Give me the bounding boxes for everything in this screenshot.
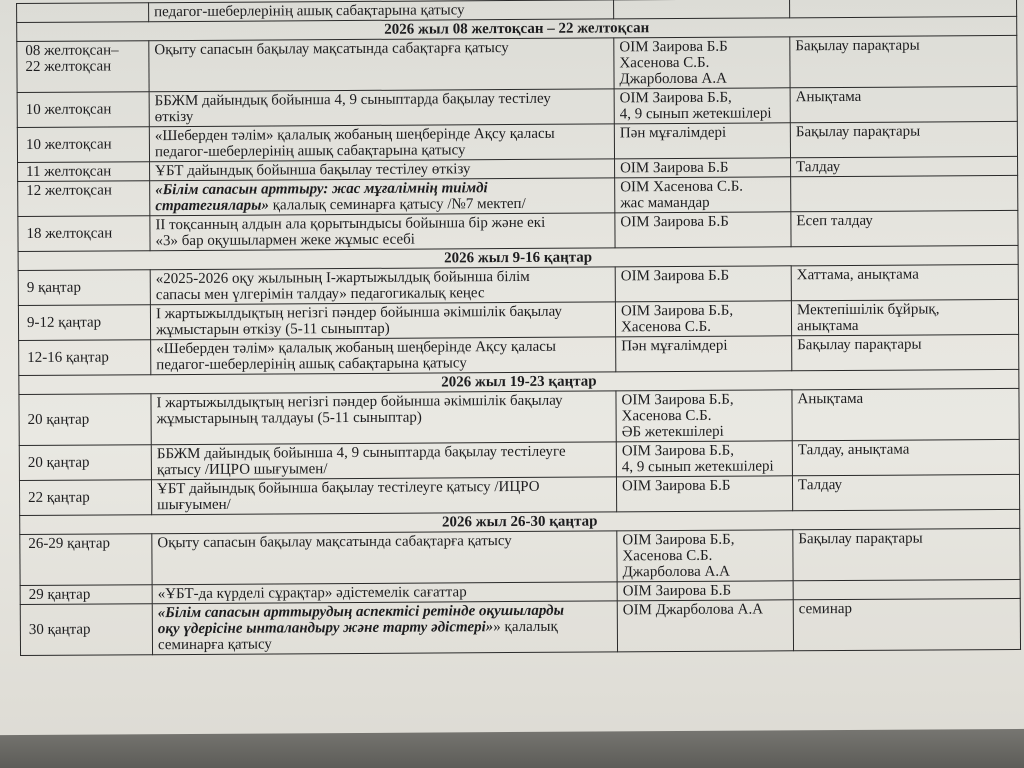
event-cell: «Шеберден тәлім» қалалық жобаның шеңберінде Ақсу қаласы педагог-шеберлерінің ашық сабақтарына қатысу: [149, 124, 614, 162]
result-cell: Талдау: [791, 156, 1018, 176]
result-cell: семинар: [793, 598, 1020, 650]
event-italic-title: «Білім сапасын арттырудың аспектісі ретінде оқушыларды оқу үдерісіне ынталандыру және тарту әдістері»: [157, 602, 565, 638]
date-cell: 08 желтоқсан– 22 желтоқсан: [17, 41, 149, 93]
responsible-cell: ОІМ Заирова Б.Б: [615, 266, 791, 302]
result-cell: Бақылау парақтары: [790, 121, 1017, 157]
responsible-cell: ОІМ Заирова Б.Б, Хасенова С.Б. ӘБ жетекшілері: [616, 390, 792, 442]
responsible-cell: [614, 0, 790, 19]
result-cell: Талдау, анықтама: [792, 439, 1019, 475]
responsible-cell: Пән мұғалімдері: [614, 123, 790, 159]
date-cell: 9-12 қаңтар: [18, 305, 150, 341]
date-cell: 9 қаңтар: [18, 270, 150, 306]
event-cell: Оқыту сапасын бақылау мақсатында сабақтарға қатысу: [149, 38, 614, 92]
week-title: 2026 жыл 19-23 қаңтар: [19, 369, 1019, 394]
result-cell: Бақылау парақтары: [790, 35, 1017, 87]
responsible-cell: ОІМ Заирова Б.Б Хасенова С.Б. Джарболова А.А: [614, 37, 790, 89]
date-cell: 22 қаңтар: [19, 480, 151, 516]
result-cell: [791, 175, 1018, 211]
week-title: 2026 жыл 08 желтоқсан – 22 желтоқсан: [17, 16, 1017, 41]
table-row: [17, 35, 1017, 92]
date-cell: 20 қаңтар: [19, 445, 151, 481]
responsible-cell: Пән мұғалімдері: [616, 336, 792, 372]
event-cell: ІІ тоқсанның алдын ала қорытындысы бойынша бір және екі «3» бар оқушылармен жеке жұмыс есебі: [150, 213, 615, 251]
date-cell: [17, 3, 149, 23]
table-row: [19, 388, 1019, 445]
event-cell: І жартыжылдықтың негізгі пәндер бойынша әкімшілік бақылау жұмыстарының талдауы (5-11 сыныптар): [151, 391, 616, 445]
result-cell: Бақылау парақтары: [792, 334, 1019, 370]
date-cell: 20 қаңтар: [19, 394, 151, 446]
table-row: [20, 598, 1020, 655]
event-cell: ББЖМ дайындық бойынша 4, 9 сыныптарда бақылау тестілеуге қатысу /ИЦРО шығуымен/: [151, 442, 616, 480]
responsible-cell: ОІМ Заирова Б.Б, Хасенова С.Б. Джарболова А.А: [617, 530, 793, 582]
responsible-cell: ОІМ Заирова Б.Б: [617, 581, 793, 601]
result-cell: Бақылау парақтары: [793, 528, 1020, 580]
responsible-cell: ОІМ Заирова Б.Б: [615, 158, 791, 178]
result-cell: Анықтама: [792, 388, 1019, 440]
date-cell: 10 желтоқсан: [17, 127, 149, 163]
schedule-table: [16, 0, 1021, 656]
date-cell: 29 қаңтар: [20, 585, 152, 605]
event-cell: ББЖМ дайындық бойынша 4, 9 сыныптарда бақылау тестілеу өткізу: [149, 89, 614, 127]
responsible-cell: ОІМ Заирова Б.Б, 4, 9 сынып жетекшілері: [614, 88, 790, 124]
responsible-cell: ОІМ Заирова Б.Б, 4, 9 сынып жетекшілері: [616, 441, 792, 477]
event-cell: ҰБТ дайындық бойынша бақылау тестілеуге қатысу /ИЦРО шығуымен/: [151, 477, 616, 515]
result-cell: Есеп талдау: [791, 210, 1018, 246]
event-cell: «Шеберден тәлім» қалалық жобаның шеңберінде Ақсу қаласы педагог-шеберлерінің ашық сабақтарына қатысу: [151, 337, 616, 375]
week-title: 2026 жыл 26-30 қаңтар: [20, 509, 1020, 534]
event-cell: «ҰБТ-да күрделі сұрақтар» әдістемелік сағаттар: [152, 582, 617, 604]
schedule-body: [17, 0, 1021, 656]
event-cell: педагог-шеберлерінің ашық сабақтарына қатысу: [149, 0, 614, 22]
responsible-cell: ОІМ Хасенова С.Б. жас мамандар: [615, 177, 791, 213]
date-cell: 12 желтоқсан: [18, 181, 150, 217]
event-cell: Оқыту сапасын бақылау мақсатында сабақтарға қатысу: [152, 531, 617, 585]
date-cell: 12-16 қаңтар: [19, 340, 151, 376]
result-cell: [793, 579, 1020, 599]
date-cell: 18 желтоқсан: [18, 216, 150, 252]
result-cell: Мектепішілік бұйрық, анықтама: [791, 299, 1018, 335]
event-cell: І жартыжылдықтың негізгі пәндер бойынша әкімшілік бақылау жұмыстарын өткізу (5-11 сыныптар): [150, 302, 615, 340]
event-cell: ҰБТ дайындық бойынша бақылау тестілеу өткізу: [150, 159, 615, 181]
event-cell: «Білім сапасын арттырудың аспектісі ретінде оқушыларды оқу үдерісіне ынталандыру және тарту әдістері»» қалалық семинарға қатысу: [152, 601, 617, 655]
date-cell: 10 желтоқсан: [17, 92, 149, 128]
result-cell: Талдау: [792, 474, 1019, 510]
event-italic-title: «Білім сапасын арттыру: жас мұғалімнің тиімді стратегиялары»: [155, 180, 488, 215]
table-row: [20, 528, 1020, 585]
result-cell: Анықтама: [790, 86, 1017, 122]
responsible-cell: ОІМ Заирова Б.Б: [616, 476, 792, 512]
event-cell: «Білім сапасын арттыру: жас мұғалімнің тиімді стратегиялары» қалалық семинарға қатысу /№7 мектеп/: [150, 178, 615, 216]
date-cell: 11 желтоқсан: [18, 162, 150, 182]
responsible-cell: ОІМ Джарболова А.А: [617, 600, 793, 652]
date-cell: 26-29 қаңтар: [20, 534, 152, 586]
result-cell: Хаттама, анықтама: [791, 264, 1018, 300]
week-title: 2026 жыл 9-16 қаңтар: [18, 245, 1018, 270]
result-cell: [790, 0, 1017, 18]
responsible-cell: ОІМ Заирова Б.Б: [615, 212, 791, 248]
date-cell: 30 қаңтар: [20, 604, 152, 656]
event-cell: «2025-2026 оқу жылының І-жартыжылдық бойынша білім сапасы мен үлгерімін талдау» педагогикалық кеңес: [150, 267, 615, 305]
responsible-cell: ОІМ Заирова Б.Б, Хасенова С.Б.: [615, 301, 791, 337]
